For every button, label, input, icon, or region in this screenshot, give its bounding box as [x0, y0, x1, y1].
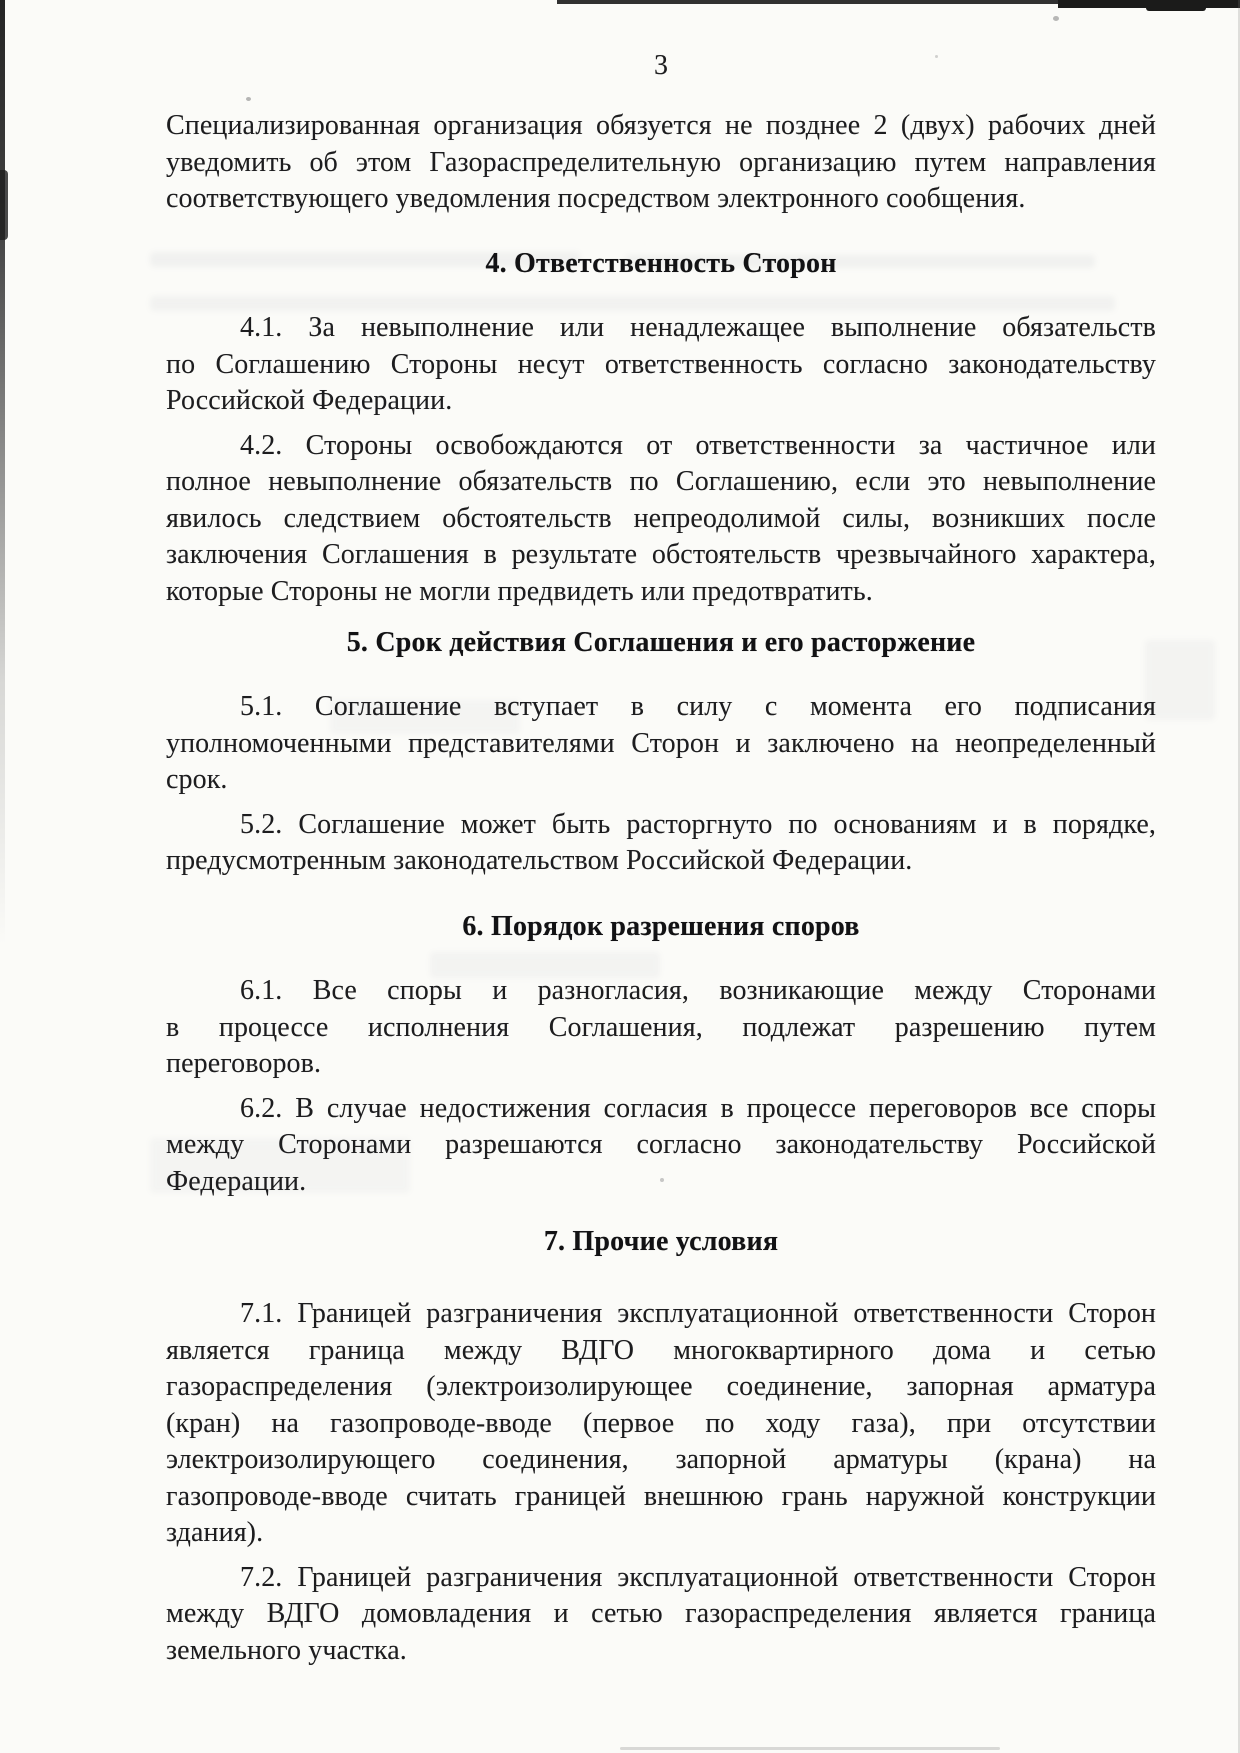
text-line: заключения Соглашения в результате обстоятельств чрезвычайного характера, [166, 539, 1156, 570]
paragraph-p-7-1 [166, 1296, 1156, 1552]
text-line: срок. [166, 764, 228, 795]
text-line: уведомить об этом Газораспределительную организацию путем направления [166, 146, 1156, 178]
text-line: уполномоченными представителями Сторон и заключено на неопределенный [166, 727, 1156, 759]
document-body [166, 108, 1156, 1669]
text-line: 4.2. Стороны освобождаются от ответственности за частичное или [240, 429, 1156, 461]
paragraph-p-intro [166, 108, 1156, 218]
text-line: которые Стороны не могли предвидеть или предотвратить. [166, 575, 873, 607]
text-line: 7.1. Границей разграничения эксплуатационной ответственности Сторон [240, 1298, 1156, 1329]
scan-artifact-left-edge-bump [0, 170, 8, 240]
text-line: 5.2. Соглашение может быть расторгнуто по основаниям и в порядке, [240, 808, 1156, 840]
section-heading-h-5: 5. Срок действия Соглашения и его расторжение [346, 627, 976, 658]
text-line: предусмотренным законодательством Российской Федерации. [166, 845, 913, 876]
section-heading-h-4: 4. Ответственность Сторон [485, 248, 837, 279]
paragraph-p-5-1 [166, 689, 1156, 799]
text-line: явилось следствием обстоятельств непреодолимой силы, возникших после [166, 502, 1156, 534]
text-line: электроизолирующего соединения, запорной арматуры (крана) на [166, 1444, 1156, 1475]
text-line: Специализированная организация обязуется не позднее 2 (двух) рабочих дней [166, 110, 1156, 141]
document-text-block [166, 48, 1156, 1669]
text-line: 4.1. За невыполнение или ненадлежащее выполнение обязательств [240, 312, 1156, 343]
text-line: газопроводе-вводе считать границей внешнюю грань наружной конструкции [166, 1480, 1156, 1512]
text-line: 6.1. Все споры и разногласия, возникающие между Сторонами [240, 975, 1156, 1006]
text-line: между Сторонами разрешаются согласно законодательству Российской [166, 1129, 1156, 1160]
paragraph-p-6-2 [166, 1091, 1156, 1201]
text-line: полное невыполнение обязательств по Соглашению, если это невыполнение [166, 466, 1156, 497]
text-line: переговоров. [166, 1048, 322, 1079]
scan-speck [1053, 16, 1059, 21]
paragraph-p-4-2 [166, 428, 1156, 611]
text-line: (кран) на газопроводе-вводе (первое по ходу газа), при отсутствии [166, 1407, 1156, 1439]
text-line: 5.1. Соглашение вступает в силу с момента его подписания [240, 691, 1156, 722]
text-line: является граница между ВДГО многоквартирного дома и сетью [166, 1334, 1156, 1366]
section-heading-h-7: 7. Прочие условия [543, 1226, 779, 1257]
text-line: в процессе исполнения Соглашения, подлежат разрешению путем [166, 1011, 1156, 1043]
paragraph-p-6-1 [166, 973, 1156, 1083]
page-number: 3 [654, 50, 668, 81]
paragraph-p-5-2 [166, 807, 1156, 880]
text-line: здания). [166, 1517, 264, 1548]
text-line: Федерации. [166, 1165, 307, 1197]
paragraph-p-4-1 [166, 310, 1156, 420]
text-line: земельного участка. [166, 1634, 407, 1666]
text-line: Российской Федерации. [166, 385, 453, 416]
text-line: по Соглашению Стороны несут ответственность согласно законодательству [166, 348, 1156, 380]
scan-artifact-left-edge [0, 0, 5, 1050]
section-heading-h-6: 6. Порядок разрешения споров [462, 911, 860, 942]
text-line: между ВДГО домовладения и сетью газораспределения является граница [166, 1598, 1156, 1629]
scan-artifact-bottom-smear [620, 1747, 1000, 1750]
scan-artifact-top-right-notch [1146, 0, 1206, 11]
text-line: соответствующего уведомления посредством электронного сообщения. [166, 183, 1026, 214]
text-line: газораспределения (электроизолирующее соединение, запорная арматура [166, 1371, 1156, 1402]
text-line: 6.2. В случае недостижения согласия в процессе переговоров все споры [240, 1092, 1156, 1124]
text-line: 7.2. Границей разграничения эксплуатационной ответственности Сторон [240, 1561, 1156, 1593]
paragraph-p-7-2 [166, 1560, 1156, 1670]
